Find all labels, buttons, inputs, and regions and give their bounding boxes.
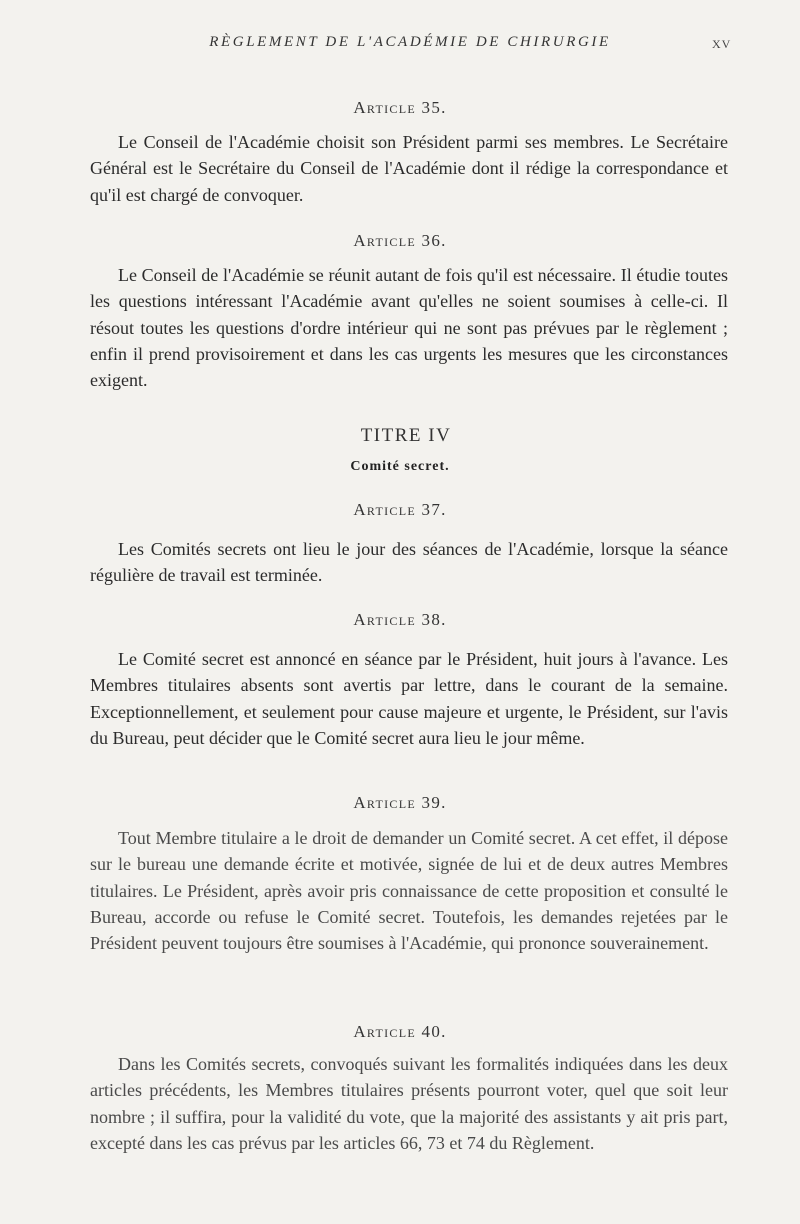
running-header: RÈGLEMENT DE L'ACADÉMIE DE CHIRURGIE <box>209 34 611 50</box>
section-title: TITRE IV <box>360 425 452 446</box>
article-38-heading: Article 38. <box>353 610 447 629</box>
article-40-text: Dans les Comités secrets, convoqués suivant les formalités indiquées dans les deux articles précédents, les Membres titulaires présents pourront voter, quel que soit leur nombre ; il suffira, pour la validité du vote, que la majorité des assistants y ait pris part, excepté dans les cas prévus par les articles 66, 73 et 74 du Règlement. <box>90 1054 728 1153</box>
article-39-heading: Article 39. <box>353 793 447 812</box>
article-35-text: Le Conseil de l'Académie choisit son Président parmi ses membres. Le Secrétaire Général est le Secrétaire du Conseil de l'Académie dont il rédige la correspondance et qu'il est chargé de convoquer. <box>90 132 728 205</box>
article-35-heading: Article 35. <box>353 98 447 117</box>
page-number: XV <box>712 37 732 51</box>
article-36-heading: Article 36. <box>353 231 447 250</box>
article-36-text: Le Conseil de l'Académie se réunit autant de fois qu'il est nécessaire. Il étudie toutes les questions intéressant l'Académie avant qu'elles ne soient soumises à celle-ci. Il résout toutes les questions d'ordre intérieur qui ne sont pas prévues par le règlement ; enfin il prend provisoirement et dans les cas urgents les mesures que les circonstances exigent. <box>90 265 728 391</box>
article-37-heading: Article 37. <box>353 500 447 519</box>
article-38-text: Le Comité secret est annoncé en séance par le Président, huit jours à l'avance. Les Membres titulaires absents sont avertis par lettre, dans le courant de la semaine. Exceptionnellement, et seulement pour cause majeure et urgente, le Président, sur l'avis du Bureau, peut décider que le Comité secret aura lieu le jour même. <box>90 649 728 748</box>
article-39-text: Tout Membre titulaire a le droit de demander un Comité secret. A cet effet, il dépose sur le bureau une demande écrite et motivée, signée de lui et de deux autres Membres titulaires. Le Président, après avoir pris connaissance de cette proposition et consulté le Bureau, accorde ou refuse le Comité secret. Toutefois, les demandes rejetées par le Président peuvent toujours être soumises à l'Académie, qui prononce souverainement. <box>90 828 728 954</box>
article-40-heading: Article 40. <box>353 1022 447 1041</box>
section-subtitle: Comité secret. <box>350 459 450 474</box>
article-37-text: Les Comités secrets ont lieu le jour des séances de l'Académie, lorsque la séance régulière de travail est terminée. <box>90 539 728 586</box>
